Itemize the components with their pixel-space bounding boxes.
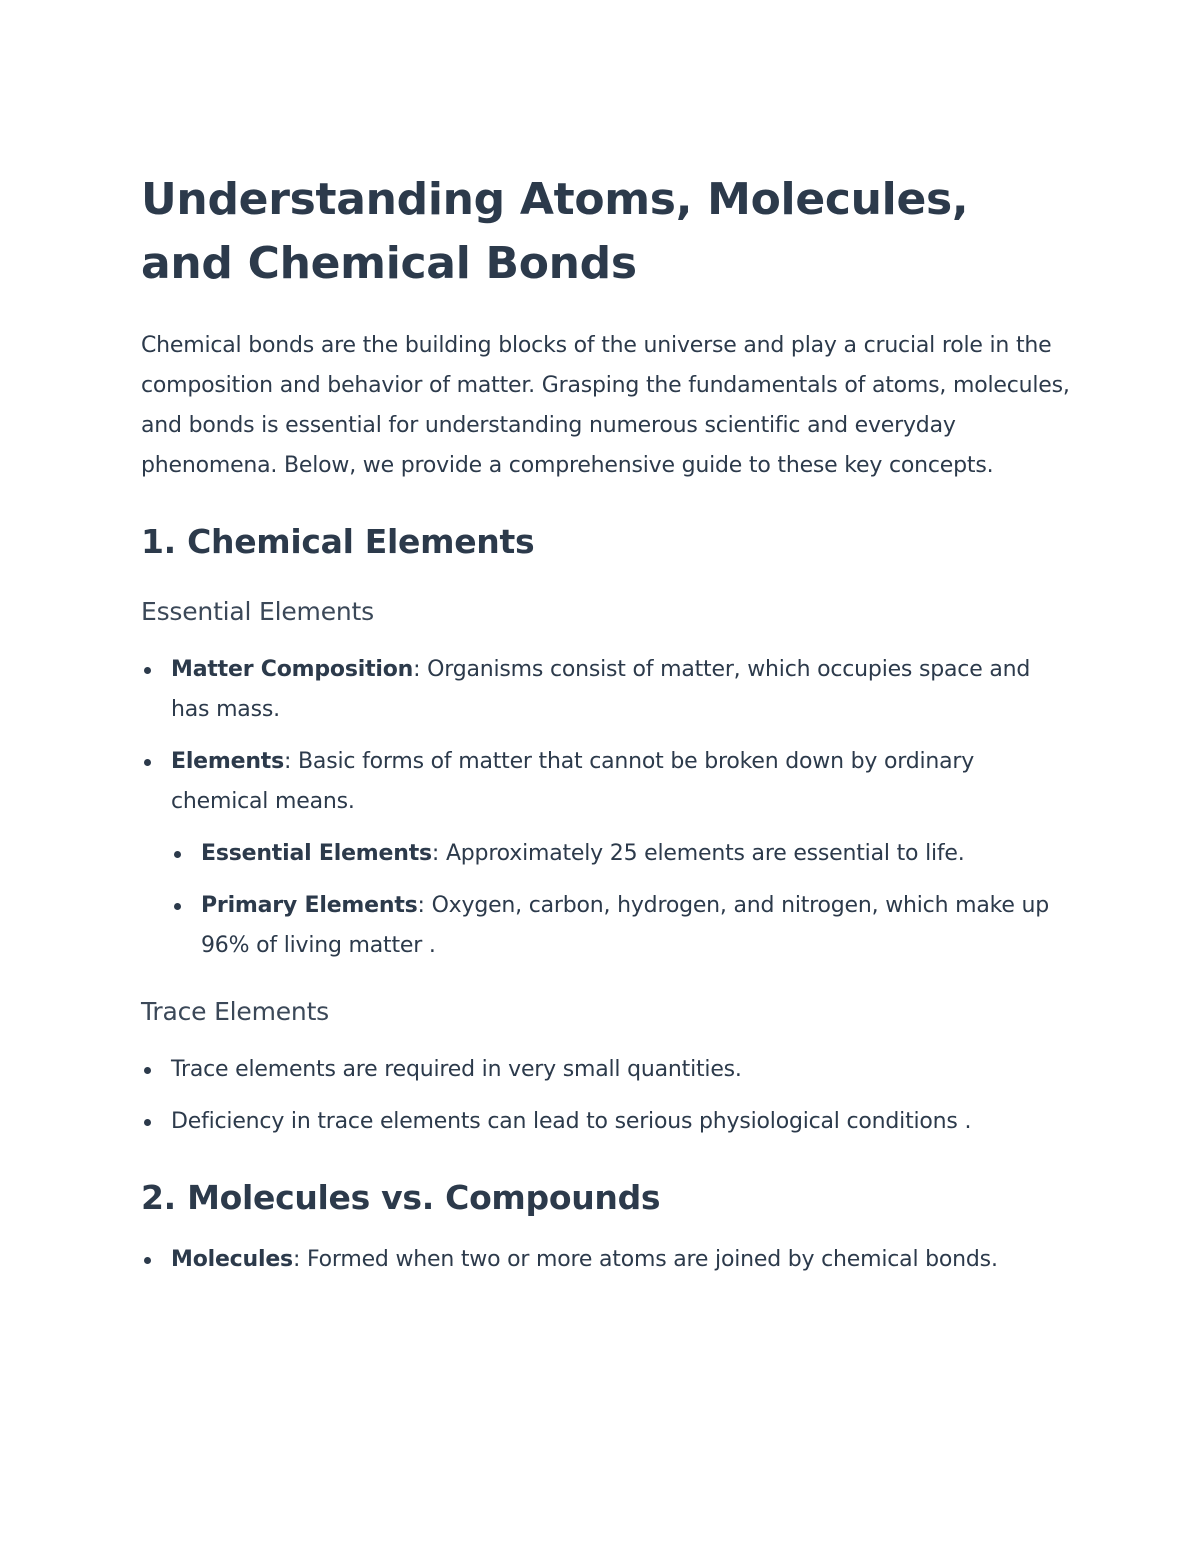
definition-text: Oxygen, carbon, hydrogen, and nitrogen, which make up 96% of living matter . [201,893,1050,958]
intro-paragraph: Chemical bonds are the building blocks of the universe and play a crucial role in the composition and behavior of matter. Grasping the fundamentals of atoms, molecules, and bonds is essential for understanding numerous scientific and everyday phenomena. Below, we provide a comprehensive guide to these key concepts. [141,333,1070,478]
essential-elements-list [141,650,1070,966]
term-separator: : [417,893,432,918]
list-item-elements [141,742,1070,966]
list-item: Deficiency in trace elements can lead to serious physiological conditions . [141,1102,1070,1142]
elements-sublist [171,834,1070,966]
section-heading-chemical-elements: 1. Chemical Elements [141,522,535,561]
term-separator: : [413,657,428,682]
definition-text: Basic forms of matter that cannot be broken down by ordinary chemical means. [171,749,975,814]
list-item-matter-composition [141,650,1070,730]
term-molecules: Molecules [171,1247,293,1272]
list-item-essential-elements [171,834,1070,874]
molecules-list [141,1240,1070,1280]
term-separator: : [292,1247,307,1272]
subsection-heading-essential-elements: Essential Elements [141,597,374,626]
subsection-heading-trace-elements: Trace Elements [141,997,329,1026]
definition-text: Formed when two or more atoms are joined by chemical bonds. [306,1247,998,1272]
definition-text: Approximately 25 elements are essential to life. [445,841,965,866]
trace-elements-list [141,1050,1070,1142]
definition-text: Organisms consist of matter, which occupies space and has mass. [171,657,1031,722]
term-essential-elements: Essential Elements [201,841,432,866]
term-separator: : [431,841,446,866]
term-separator: : [284,749,299,774]
term-elements: Elements [171,749,285,774]
page-title: Understanding Atoms, Molecules, and Chemical Bonds [141,174,969,289]
list-item-molecules [141,1240,1070,1280]
term-matter-composition: Matter Composition [171,657,414,682]
section-heading-molecules-vs-compounds: 2. Molecules vs. Compounds [141,1178,661,1217]
list-item-primary-elements [171,886,1070,966]
list-item: Trace elements are required in very small quantities. [141,1050,1070,1090]
term-primary-elements: Primary Elements [201,893,418,918]
